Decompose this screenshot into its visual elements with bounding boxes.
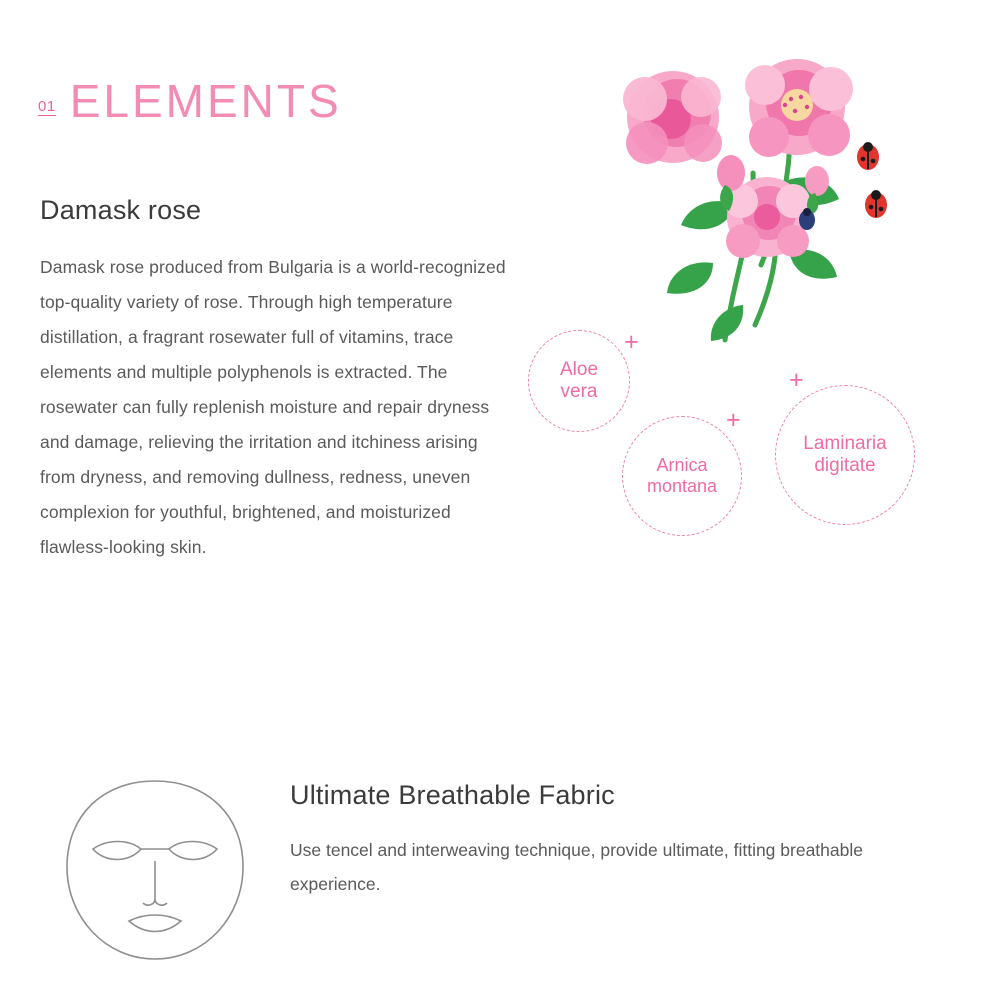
section-number: 01 bbox=[38, 98, 56, 115]
article-title: Damask rose bbox=[40, 195, 202, 225]
ingredient-label-line1: Laminaria bbox=[803, 432, 887, 454]
feature-block bbox=[290, 780, 930, 901]
article-body: Damask rose produced from Bulgaria is a world-recognized top-quality variety of rose. Through high temperature distillation, a fragrant rosewater full of vitamins, trace elements and multiple polyphenols is extracted. The rosewater can fully replenish moisture and repair dryness and damage, relieving the irritation and itchiness arising from dryness, and removing dullness, redness, uneven complexion for youthful, brightened, and moisturized flawless-looking skin. bbox=[40, 257, 506, 557]
ingredient-label-line2: digitate bbox=[814, 455, 876, 476]
ingredient-bubble-laminaria-digitate bbox=[775, 385, 915, 525]
page-title: ELEMENTS bbox=[69, 75, 342, 127]
ingredient-bubble-aloe-vera bbox=[528, 330, 630, 432]
damask-rose-icon bbox=[585, 55, 915, 375]
ingredient-label-line1: Aloe bbox=[559, 358, 599, 380]
ingredient-label-line1: Arnica bbox=[656, 454, 708, 475]
ingredient-label-line2: vera bbox=[560, 381, 598, 402]
ingredient-label-line2: montana bbox=[646, 476, 718, 496]
section-header bbox=[38, 75, 342, 127]
ingredient-bubble-arnica-montana bbox=[622, 416, 742, 536]
plus-icon: + bbox=[624, 328, 639, 356]
article-block bbox=[40, 195, 510, 565]
face-sheet-mask-icon bbox=[55, 775, 255, 965]
plus-icon: + bbox=[789, 366, 804, 394]
feature-title: Ultimate Breathable Fabric bbox=[290, 780, 615, 810]
feature-body: Use tencel and interweaving technique, provide ultimate, fitting breathable experience. bbox=[290, 840, 863, 894]
plus-icon: + bbox=[726, 406, 741, 434]
